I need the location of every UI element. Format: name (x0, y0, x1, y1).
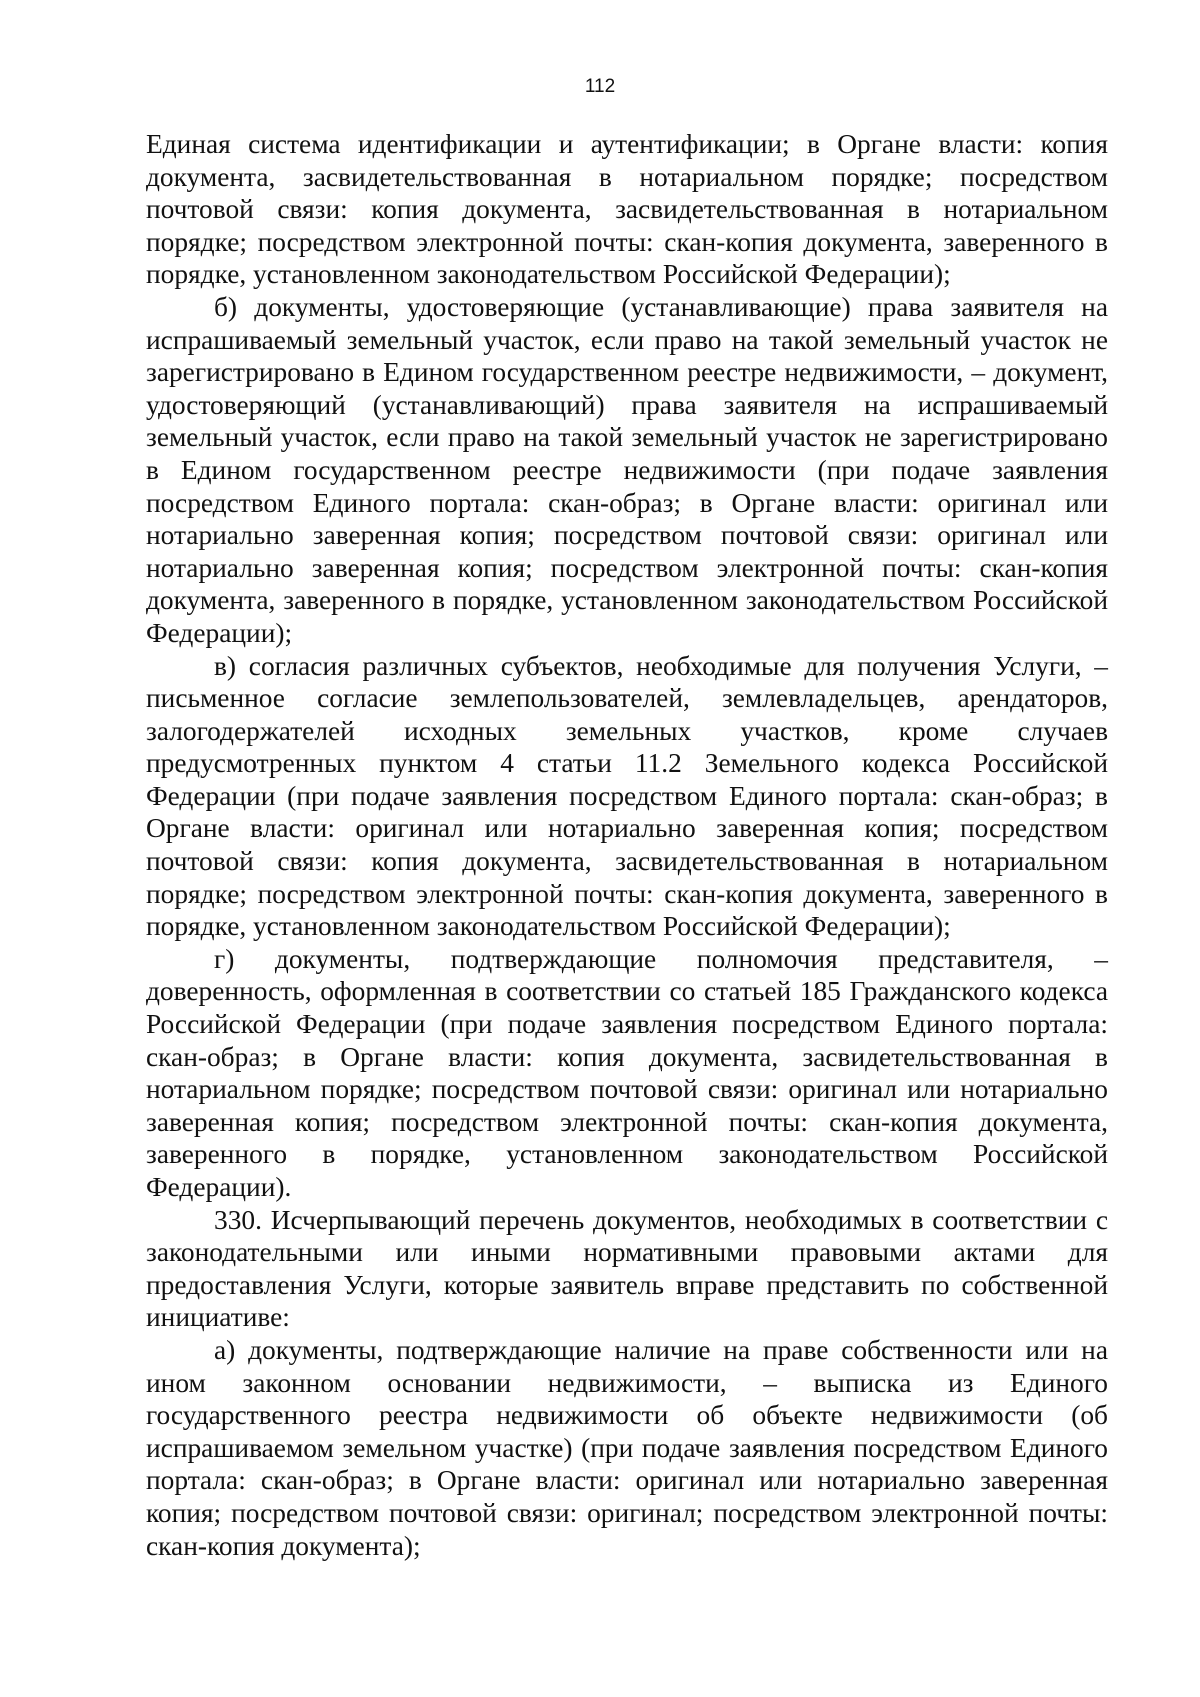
paragraph-item-g: г) документы, подтверждающие полномочия представителя, – доверенность, оформленная в соответствии со статьей 185 Гражданского кодекса Российской Федерации (при подаче заявления посредством Единого портала: скан-образ; в Органе власти: копия документа, засвидетельствованная в нотариальном порядке; посредством почтовой связи: оригинал или нотариально заверенная копия; посредством электронной почты: скан-копия документа, заверенного в порядке, установленном законодательством Российской Федерации). (146, 943, 1108, 1202)
document-body (146, 128, 1108, 1562)
paragraph-item-v: в) согласия различных субъектов, необходимые для получения Услуги, – письменное согласие землепользователей, землевладельцев, арендаторов, залогодержателей исходных земельных участков, кроме случаев предусмотренных пунктом 4 статьи 11.2 Земельного кодекса Российской Федерации (при подаче заявления посредством Единого портала: скан-образ; в Органе власти: оригинал или нотариально заверенная копия; посредством почтовой связи: копия документа, засвидетельствованная в нотариальном порядке; посредством электронной почты: скан-копия документа, заверенного в порядке, установленном законодательством Российской Федерации); (146, 650, 1108, 942)
page-number: 112 (584, 76, 616, 97)
paragraph-section-330: 330. Исчерпывающий перечень документов, необходимых в соответствии с законодательными или иными нормативными правовыми актами для предоставления Услуги, которые заявитель вправе представить по собственной инициативе: (146, 1204, 1108, 1333)
paragraph-item-a: а) документы, подтверждающие наличие на праве собственности или на ином законном основании недвижимости, – выписка из Единого государственного реестра недвижимости об объекте недвижимости (об испрашиваемом земельном участке) (при подаче заявления посредством Единого портала: скан-образ; в Органе власти: оригинал или нотариально заверенная копия; посредством почтовой связи: оригинал; посредством электронной почты: скан-копия документа); (146, 1334, 1108, 1561)
paragraph-item-b: б) документы, удостоверяющие (устанавливающие) права заявителя на испрашиваемый земельный участок, если право на такой земельный участок не зарегистрировано в Едином государственном реестре недвижимости, – документ, удостоверяющий (устанавливающий) права заявителя на испрашиваемый земельный участок, если право на такой земельный участок не зарегистрировано в Едином государственном реестре недвижимости (при подаче заявления посредством Единого портала: скан-образ; в Органе власти: оригинал или нотариально заверенная копия; посредством почтовой связи: оригинал или нотариально заверенная копия; посредством электронной почты: скан-копия документа, заверенного в порядке, установленном законодательством Российской Федерации); (146, 291, 1108, 648)
paragraph-continuation: Единая система идентификации и аутентификации; в Органе власти: копия документа, засвидетельствованная в нотариальном порядке; посредством почтовой связи: копия документа, засвидетельствованная в нотариальном порядке; посредством электронной почты: скан-копия документа, заверенного в порядке, установленном законодательством Российской Федерации); (146, 129, 1108, 290)
